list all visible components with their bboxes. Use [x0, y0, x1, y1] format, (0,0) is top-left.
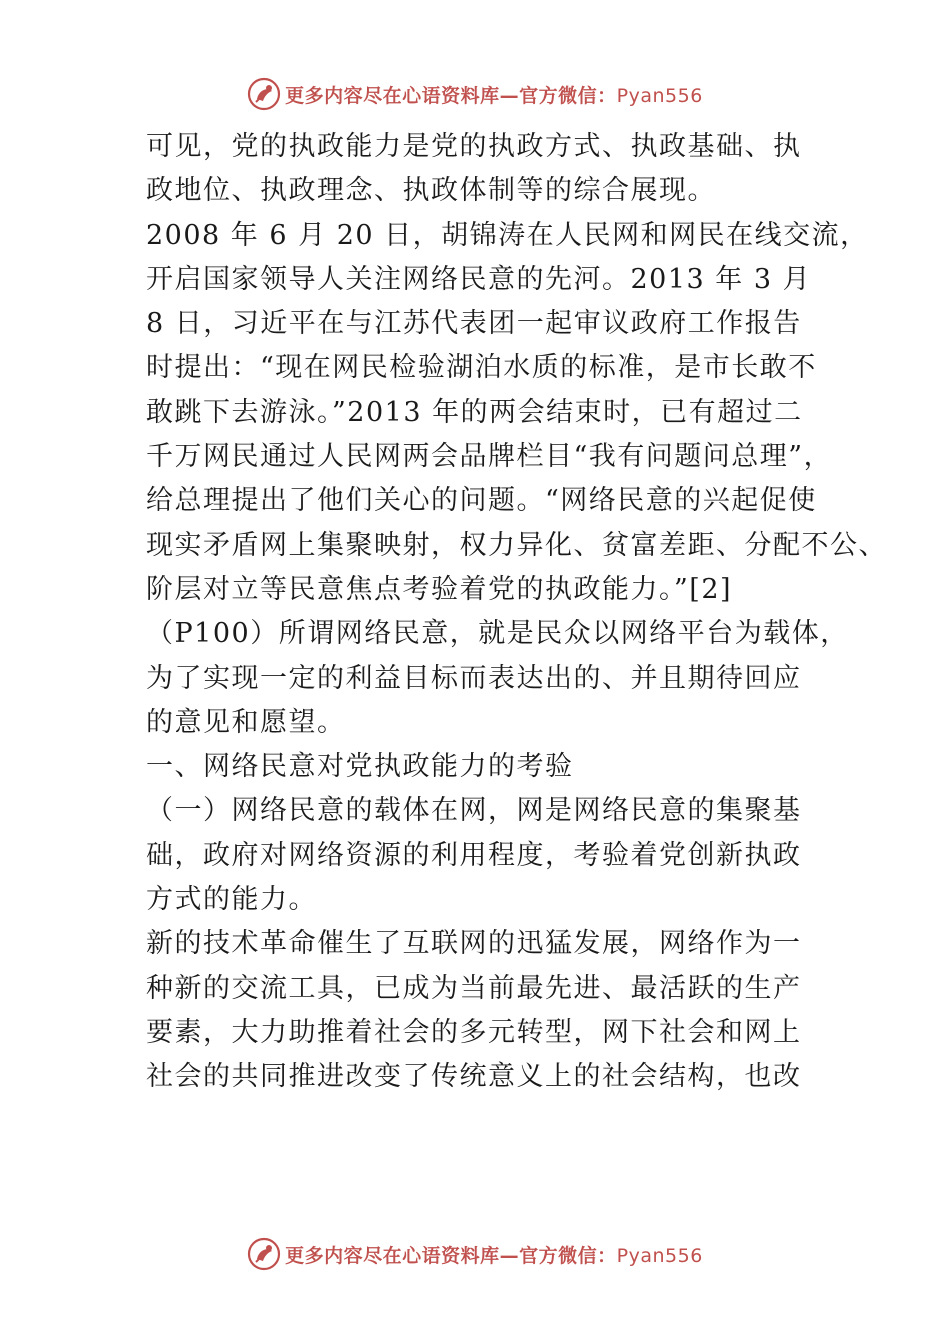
- rose-logo-icon: [247, 1237, 281, 1271]
- text-line: 要素，大力助推着社会的多元转型，网下社会和网上: [146, 1016, 802, 1048]
- rose-logo-icon: [247, 77, 281, 111]
- text-line: 政地位、执政理念、执政体制等的综合展现。: [146, 175, 716, 207]
- text-line: 时提出：“现在网民检验湖泊水质的标准，是市长敢不: [146, 352, 817, 384]
- subsection-heading: 方式的能力。: [146, 884, 317, 916]
- text-line: 开启国家领导人关注网络民意的先河。2013 年 3 月: [146, 263, 812, 295]
- watermark-text: 更多内容尽在心语资料库—官方微信：Pyan556: [285, 84, 703, 107]
- header-watermark: [0, 72, 950, 116]
- text-line: 8 日，习近平在与江苏代表团一起审议政府工作报告: [146, 308, 802, 340]
- text-line: （P100）所谓网络民意，就是民众以网络平台为载体，: [146, 618, 849, 650]
- text-line: 种新的交流工具，已成为当前最先进、最活跃的生产: [146, 972, 802, 1004]
- text-line: 现实矛盾网上集聚映射，权力异化、贫富差距、分配不公、: [146, 529, 887, 561]
- text-line: 社会的共同推进改变了传统意义上的社会结构，也改: [146, 1061, 802, 1093]
- text-line: 新的技术革命催生了互联网的迅猛发展，网络作为一: [146, 928, 802, 960]
- document-body: [146, 125, 887, 1100]
- footer-watermark: [0, 1232, 950, 1276]
- text-line: 阶层对立等民意焦点考验着党的执政能力。”[2]: [146, 573, 733, 605]
- text-line: 可见，党的执政能力是党的执政方式、执政基础、执: [146, 131, 802, 162]
- watermark-text: 更多内容尽在心语资料库—官方微信：Pyan556: [285, 1244, 703, 1267]
- subsection-heading: （一）网络民意的载体在网，网是网络民意的集聚基: [146, 795, 802, 827]
- text-line: 2008 年 6 月 20 日，胡锦涛在人民网和网民在线交流，: [146, 219, 869, 251]
- text-line: 千万网民通过人民网两会品牌栏目“我有问题问总理”，: [146, 441, 833, 473]
- text-line: 为了实现一定的利益目标而表达出的、并且期待回应: [146, 662, 802, 694]
- text-line: 给总理提出了他们关心的问题。“网络民意的兴起促使: [146, 485, 817, 517]
- text-line: 敢跳下去游泳。”2013 年的两会结束时，已有超过二: [146, 396, 803, 428]
- text-line: 的意见和愿望。: [146, 706, 346, 738]
- section-heading: 一、网络民意对党执政能力的考验: [146, 751, 574, 783]
- subsection-heading: 础，政府对网络资源的利用程度，考验着党创新执政: [146, 839, 802, 871]
